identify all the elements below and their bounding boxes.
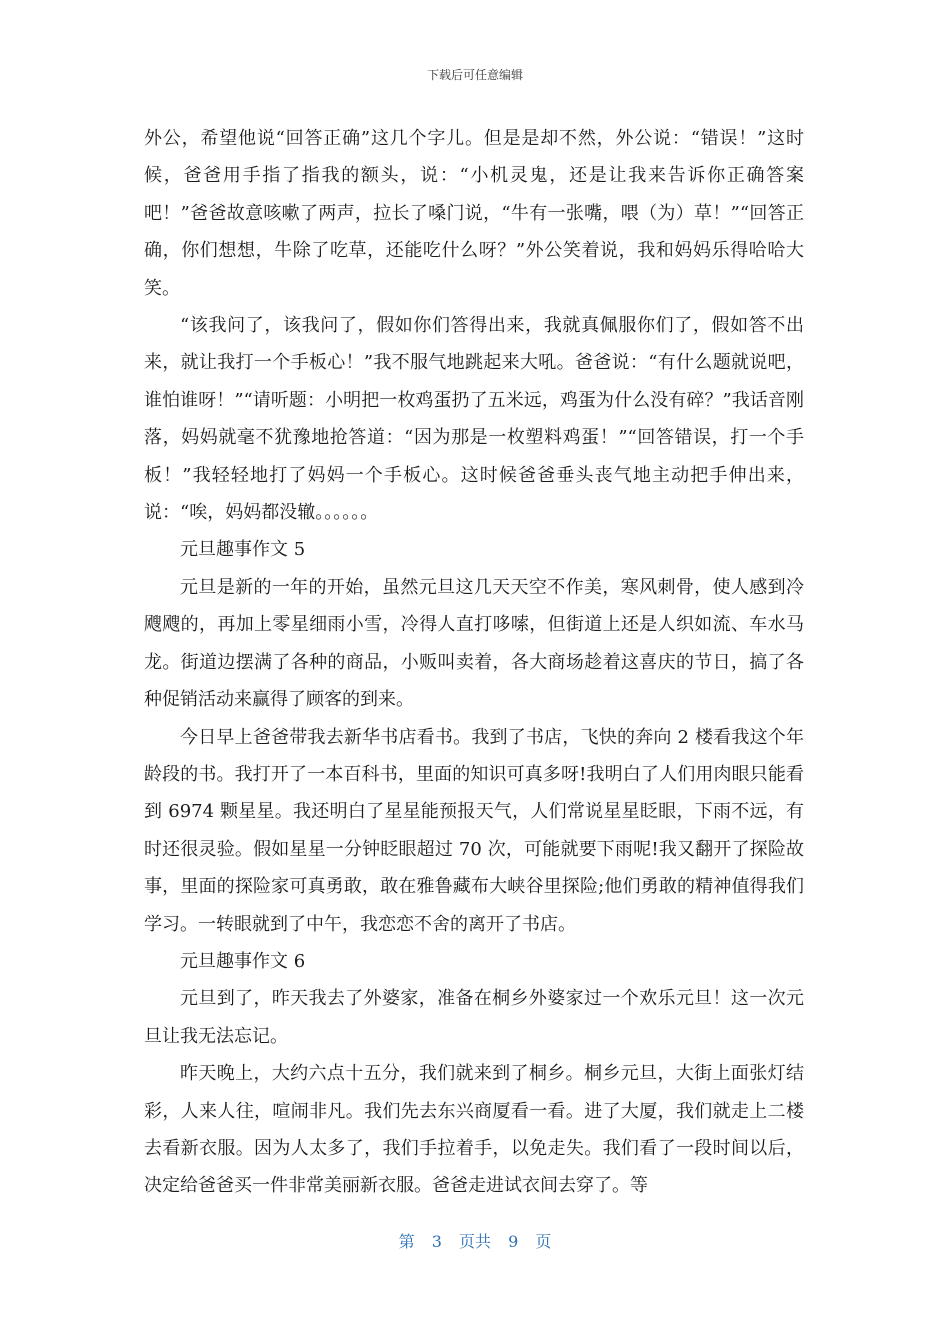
page-footer-middle: 页共 bbox=[458, 1232, 491, 1251]
section-heading-5: 元旦趣事作文 5 bbox=[180, 539, 306, 561]
paragraph-2: “该我问了，该我问了，假如你们答得出来，我就真佩服你们了，假如答不出来，就让我打一个手板心！”我不服气地跳起来大吼。爸爸说：“有什么题就说吧，谁怕谁呀！”“请听题：小明把一枚鸡蛋扔了五米远，鸡蛋为什么没有碎？”我话音刚落，妈妈就毫不犹豫地抢答道：“因为那是一枚塑料鸡蛋！”“回答错误，打一个手板！”我轻轻地打了妈妈一个手板心。这时候爸爸垂头丧气地主动把手伸出来，说：“唉，妈妈都没辙。。。。。。 bbox=[144, 315, 804, 524]
page-footer-prefix: 第 bbox=[398, 1232, 415, 1251]
paragraph-4: 今日早上爸爸带我去新华书店看书。我到了书店，飞快的奔向 2 楼看我这个年龄段的书。我打开了一本百科书，里面的知识可真多呀!我明白了人们用肉眼只能看到 6974 颗星星。我还明白了星星能预报天气，人们常说星星眨眼，下雨不远，有时还很灵验。假如星星一分钟眨眼超过 70 次，可能就要下雨呢!我又翻开了探险故事，里面的探险家可真勇敢，敢在雅鲁藏布大峡谷里探险;他们勇敢的精神值得我们学习。一转眼就到了中午，我恋恋不舍的离开了书店。 bbox=[144, 726, 804, 935]
page-number-total: 9 bbox=[508, 1232, 519, 1251]
document-body bbox=[144, 120, 804, 1205]
page-footer-suffix: 页 bbox=[535, 1232, 552, 1251]
paragraph-3: 元旦是新的一年的开始，虽然元旦这几天天空不作美，寒风刺骨，使人感到冷飕飕的，再加上零星细雨小雪，冷得人直打哆嗦，但街道上还是人织如流、车水马龙。街道边摆满了各种的商品，小贩叫卖着，各大商场趁着这喜庆的节日，搞了各种促销活动来赢得了顾客的到来。 bbox=[144, 576, 804, 711]
page-number-current: 3 bbox=[431, 1232, 442, 1251]
section-heading-6: 元旦趣事作文 6 bbox=[180, 950, 306, 972]
paragraph-1: 外公，希望他说“回答正确”这几个字儿。但是是却不然，外公说：“错误！”这时候，爸爸用手指了指我的额头，说：“小机灵鬼，还是让我来告诉你正确答案吧！”爸爸故意咳嗽了两声，拉长了嗓门说，“牛有一张嘴，喂（为）草！”“回答正确，你们想想，牛除了吃草，还能吃什么呀？”外公笑着说，我和妈妈乐得哈哈大笑。 bbox=[144, 128, 804, 299]
paragraph-5: 元旦到了，昨天我去了外婆家，准备在桐乡外婆家过一个欢乐元旦！这一次元旦让我无法忘记。 bbox=[144, 988, 804, 1047]
page-header: 下载后可任意编辑 bbox=[426, 68, 523, 82]
paragraph-6: 昨天晚上，大约六点十五分，我们就来到了桐乡。桐乡元旦，大街上面张灯结彩，人来人往，喧闹非凡。我们先去东兴商厦看一看。进了大厦，我们就走上二楼去看新衣服。因为人太多了，我们手拉着手，以免走失。我们看了一段时间以后，决定给爸爸买一件非常美丽新衣服。爸爸走进试衣间去穿了。等 bbox=[144, 1063, 804, 1197]
page-footer bbox=[0, 1229, 950, 1252]
